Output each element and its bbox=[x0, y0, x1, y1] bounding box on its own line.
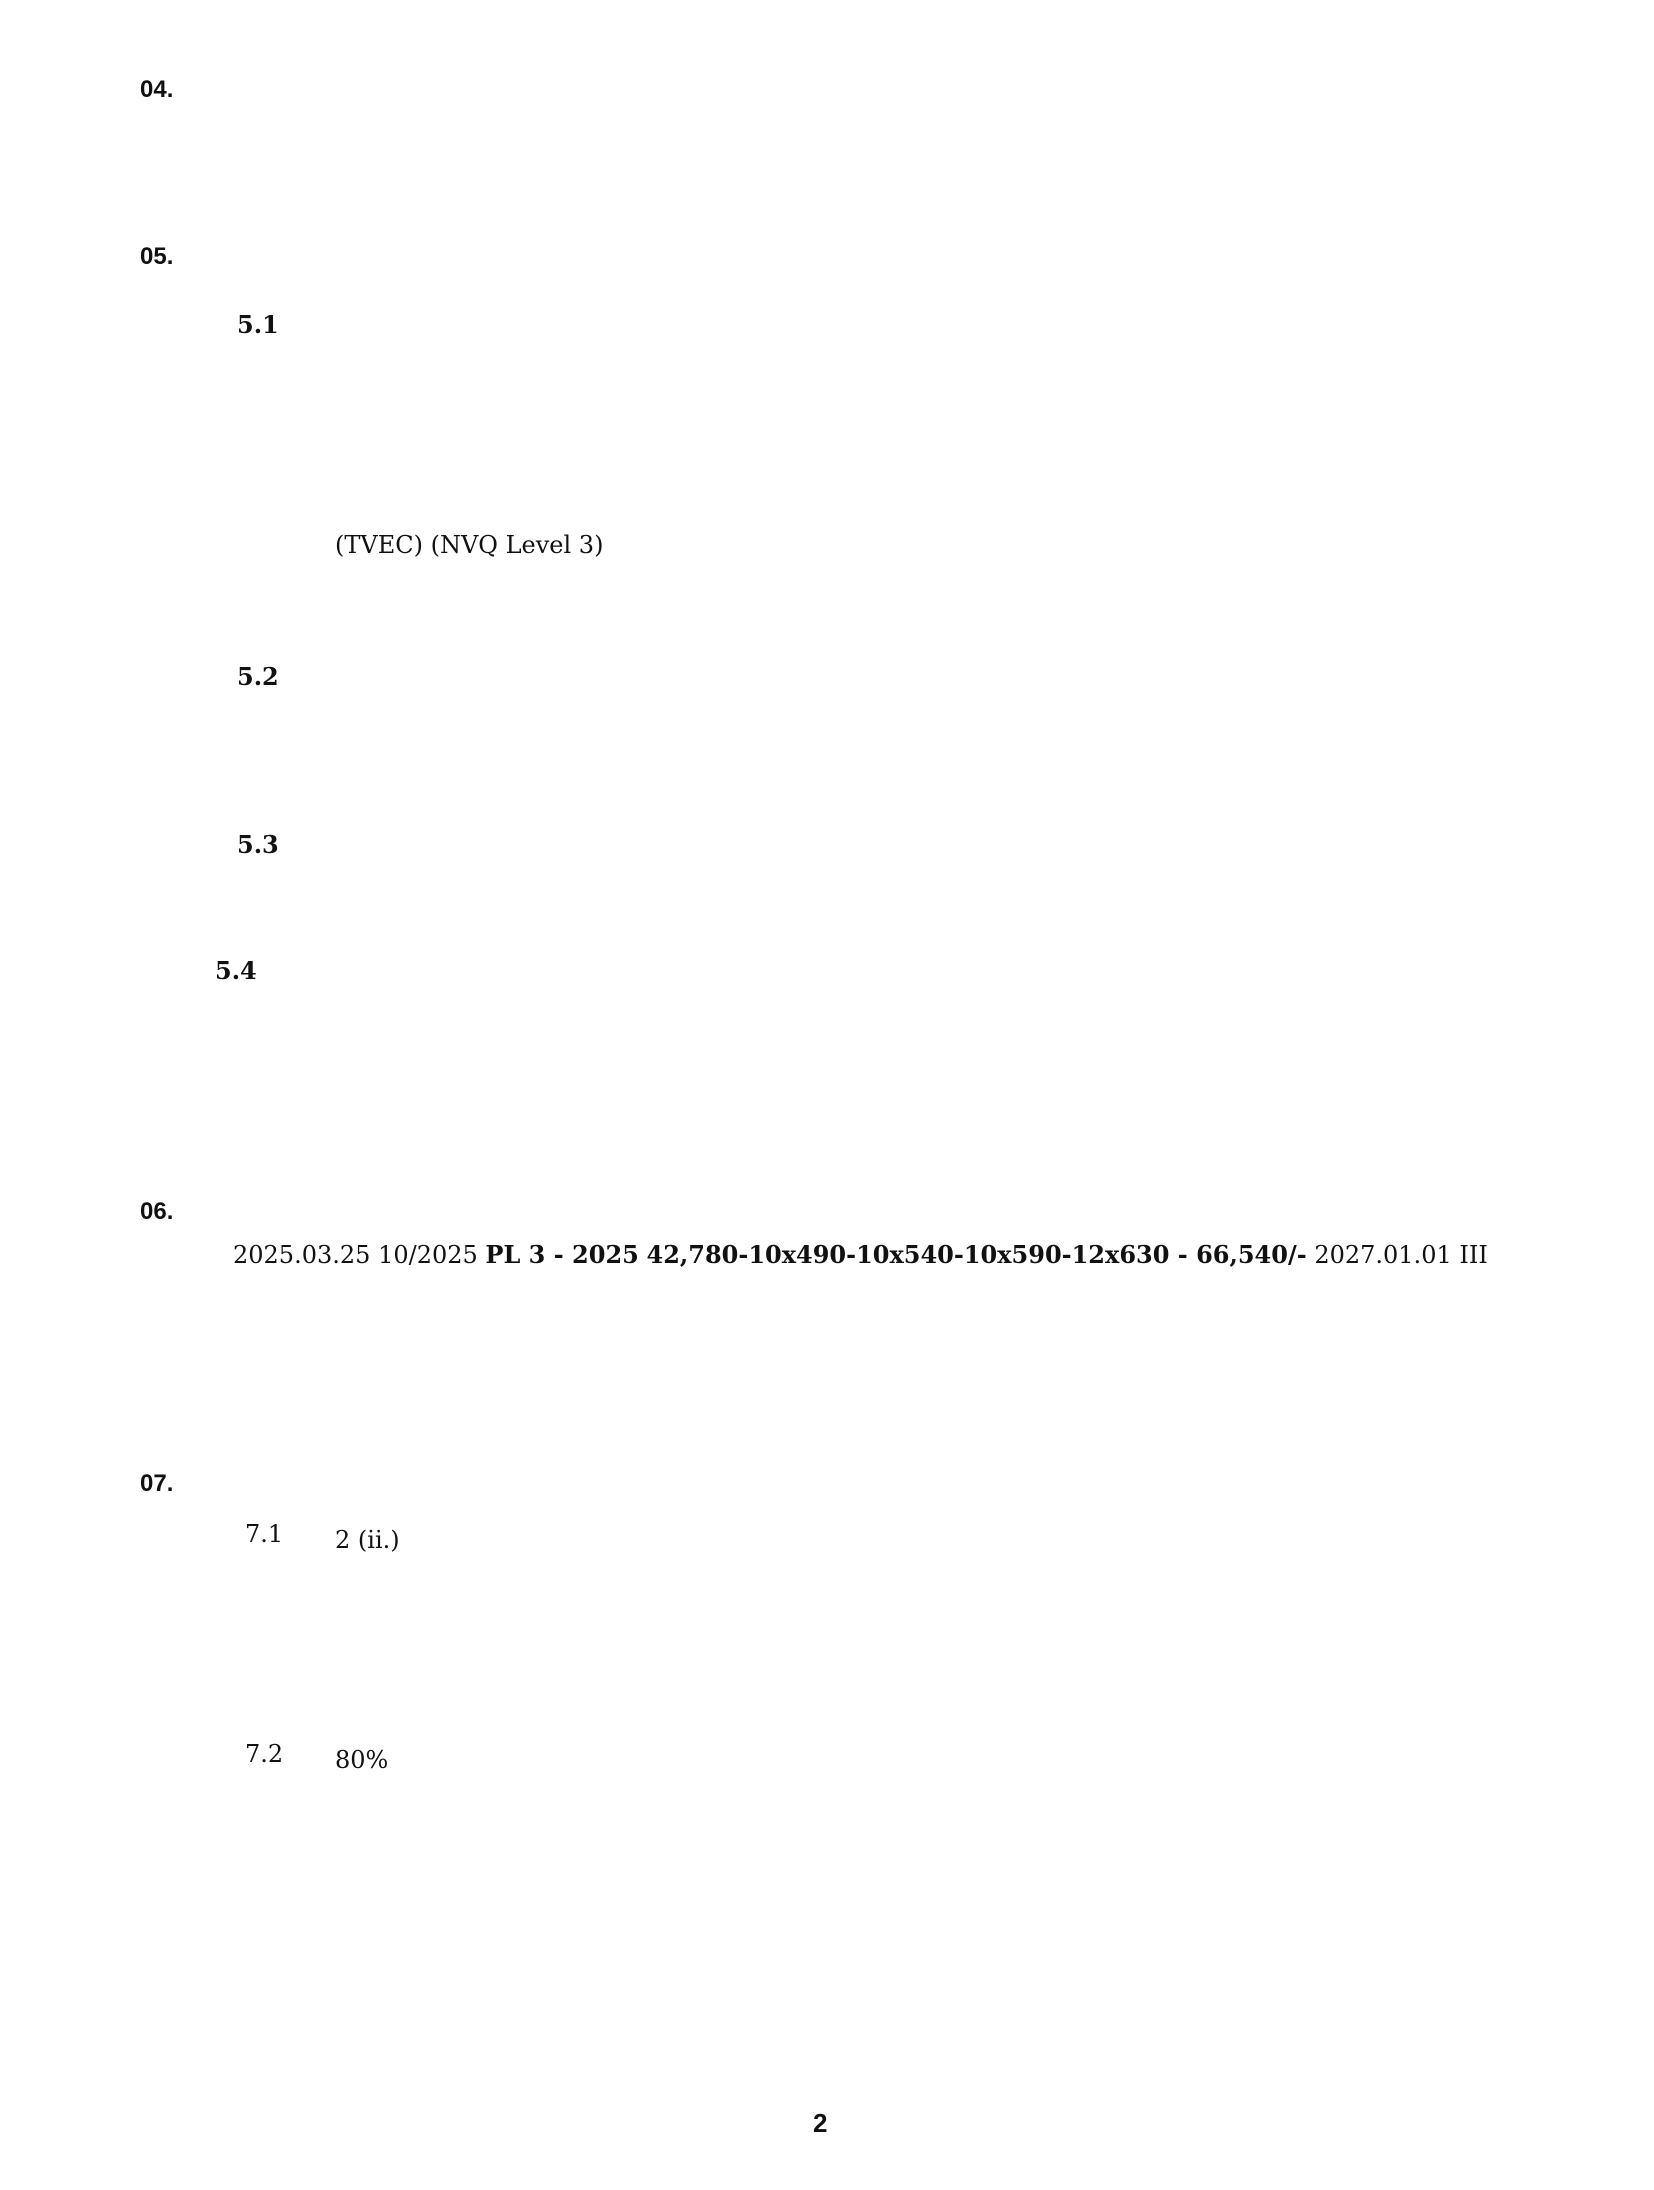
item-7-1-text bbox=[335, 1520, 1495, 1561]
item-7-2-percent: 80% bbox=[335, 1746, 389, 1774]
section-06-body bbox=[233, 1234, 1495, 1276]
item-7-2-text bbox=[335, 1740, 1495, 1781]
salary-date: 2027.01.01 bbox=[1314, 1241, 1452, 1269]
item-7-1-ref: 2 (ii.) bbox=[335, 1526, 400, 1554]
section-06-number: 06. bbox=[140, 1198, 174, 1225]
item-7-1-number: 7.1 bbox=[245, 1520, 284, 1548]
annex-number: III bbox=[1459, 1241, 1488, 1269]
subsection-5-1-number: 5.1 bbox=[237, 310, 279, 339]
subsection-5-3-number: 5.3 bbox=[237, 830, 279, 859]
salary-grade: PL 3 - 2025 bbox=[485, 1240, 639, 1269]
subsection-5-4-number: 5.4 bbox=[215, 956, 257, 985]
nvq-level: (NVQ Level 3) bbox=[430, 531, 604, 559]
circular-number: 10/2025 bbox=[378, 1241, 478, 1269]
page-number: 2 bbox=[813, 2108, 828, 2138]
subsection-5-2-number: 5.2 bbox=[237, 662, 279, 691]
section-05-number: 05. bbox=[140, 243, 174, 270]
section-07-number: 07. bbox=[140, 1470, 174, 1497]
salary-scale: 42,780-10x490-10x540-10x590-12x630 - 66,540/- bbox=[646, 1240, 1307, 1269]
tvec-abbrev: (TVEC) bbox=[335, 531, 423, 559]
item-aa-text bbox=[335, 525, 1495, 566]
effective-date: 2025.03.25 bbox=[233, 1241, 371, 1269]
section-04-number: 04. bbox=[140, 76, 174, 103]
item-7-2-number: 7.2 bbox=[245, 1740, 284, 1768]
